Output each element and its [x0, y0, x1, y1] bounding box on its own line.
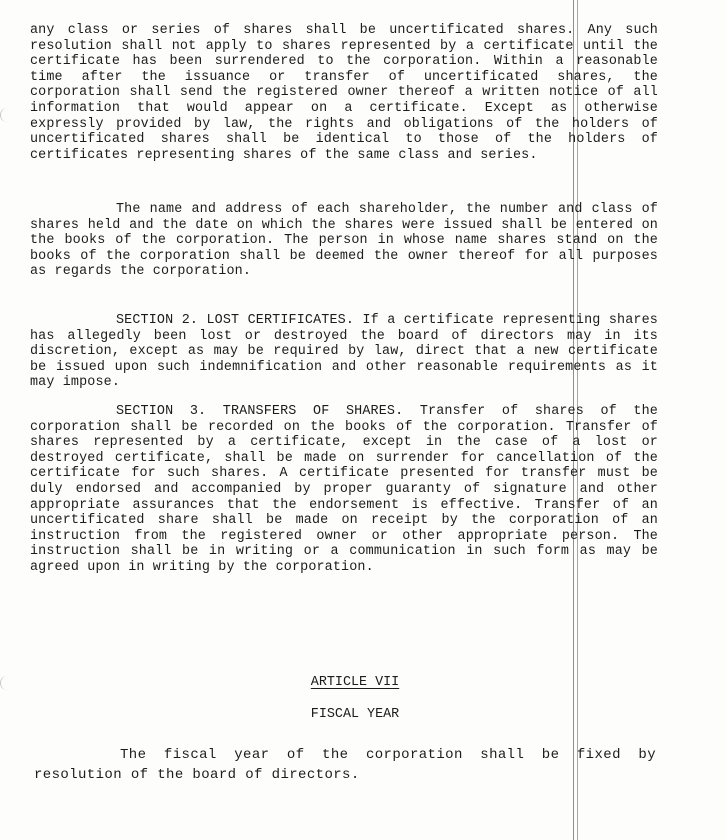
fiscal-year-paragraph: The fiscal year of the corporation shall be fixed by resolution of the board of directors.	[34, 747, 656, 783]
article-title: ARTICLE VII	[310, 675, 400, 690]
margin-punch-mark	[0, 108, 7, 122]
shareholder-records-paragraph: The name and address of each shareholder, the number and class of shares held and the date on which the shares were issued shall be entered on the books of the corporation. The person in whose name shares stand on the books of the corporation shall be deemed the owner thereof for all purposes as regards the corporation.	[30, 202, 658, 280]
article-heading	[0, 675, 718, 691]
article-subtitle: FISCAL YEAR	[310, 707, 400, 722]
transfers-of-shares-section: SECTION 3. TRANSFERS OF SHARES. Transfer of shares of the corporation shall be recorded on the books of the corporation. Transfer of shares represented by a certificate, except in the case of a lost or destroyed certificate, shall be made on surrender for cancellation of the certificate for such shares. A certificate presented for transfer must be duly endorsed and accompanied by proper guaranty of signature and other appropriate assurances that the endorsement is effective. Transfer of an uncertificated share shall be made on receipt by the corporation of an instruction from the registered owner or other appropriate person. The instruction shall be in writing or a communication in such form as may be agreed upon in writing by the corporation.	[30, 404, 658, 575]
lost-certificates-section: SECTION 2. LOST CERTIFICATES. If a certificate representing shares has allegedly been lost or destroyed the board of directors may in its discretion, except as may be required by law, direct that a new certificate be issued upon such indemnification and other reasonable requirements as it may impose.	[30, 313, 658, 391]
uncertificated-shares-paragraph: any class or series of shares shall be uncertificated shares. Any such resolution shall not apply to shares represented by a certificate until the certificate has been surrendered to the corporation. Within a reasonable time after the issuance or transfer of uncertificated shares, the corporation shall send the registered owner thereof a written notice of all information that would appear on a certificate. Except as otherwise expressly provided by law, the rights and obligations of the holders of uncertificated shares shall be identical to those of the holders of certificates representing shares of the same class and series.	[30, 23, 658, 163]
